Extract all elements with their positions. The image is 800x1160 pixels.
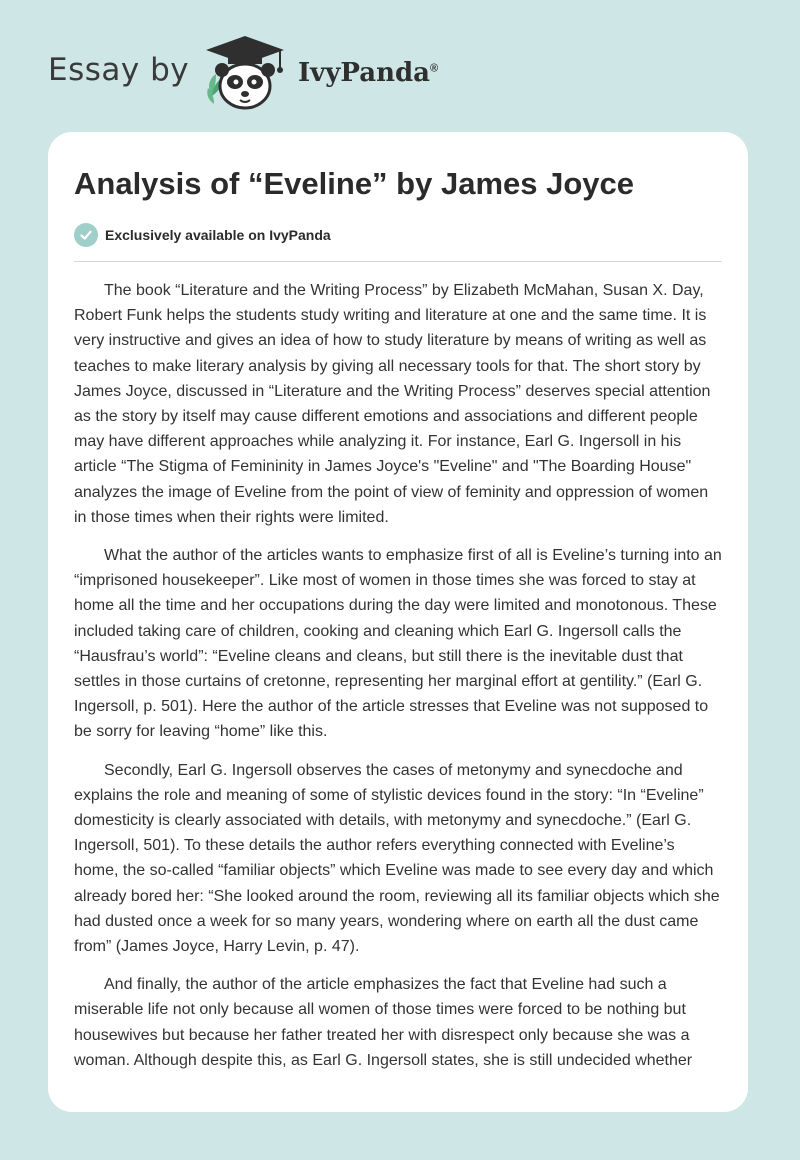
paragraph: What the author of the articles wants to emphasize first of all is Eveline’s turning into an “imprisoned housekeeper”. Like most of women in those times she was forced to stay at home all the time and her occupations during the day were limited and monotonous. These included taking care of children, cooking and cleaning which Earl G. Ingersoll calls the “Hausfrau’s world”: “Eveline cleans and cleans, but still there is the inevitable dust that settles in those curtains of cretonne, representing her marginal effort at gentility.” (Earl G. Ingersoll, p. 501). Here the author of the article stresses that Eveline was not supposed to be sorry for leaving “home” like this.: [74, 547, 722, 741]
article-body: [74, 278, 722, 1086]
exclusive-badge-label: Exclusively available on IvyPanda: [105, 227, 331, 243]
page-title: Analysis of “Eveline” by James Joyce: [74, 166, 634, 201]
essay-by-label: Essay by: [48, 52, 190, 88]
divider: [74, 261, 722, 262]
site-header: [48, 30, 548, 120]
exclusive-badge: [74, 222, 331, 248]
paragraph: The book “Literature and the Writing Process” by Elizabeth McMahan, Susan X. Day, Robert Funk helps the students study writing and literature at one and the same time. It is very instructive and gives an idea of how to study literature by means of writing as well as teaches to make literary analysis by giving all necessary tools for that. The short story by James Joyce, discussed in “Literature and the Writing Process” deserves special attention as the story by itself may cause different emotions and associations and different people may have different approaches while analyzing it. For instance, Earl G. Ingersoll in his article “The Stigma of Femininity in James Joyce's "Eveline" and "The Boarding House" analyzes the image of Eveline from the point of view of feminity and oppression of women in those times when their rights were limited.: [74, 282, 711, 526]
check-icon: [74, 223, 98, 247]
paragraph: Secondly, Earl G. Ingersoll observes the cases of metonymy and synecdoche and explains the role and meaning of some of stylistic devices found in the story: “In “Eveline” domesticity is clearly associated with details, with metonymy and synecdoche.” (Earl G. Ingersoll, 501). To these details the author refers everything connected with Eveline’s home, the so-called “familiar objects” which Eveline was made to see every day and which already bored her: “She looked around the room, reviewing all its familiar objects which she had dusted once a week for so many years, wondering where on earth all the dust came from” (James Joyce, Harry Levin, p. 47).: [74, 761, 720, 956]
panda-graduation-cap-icon: [202, 34, 288, 114]
brand-name-text: IvyPanda: [298, 58, 431, 88]
brand-name[interactable]: [298, 58, 438, 88]
registered-mark: ®: [430, 62, 439, 75]
paragraph: And finally, the author of the article emphasizes the fact that Eveline had such a miserable life not only because all women of those times were forced to be nothing but housewives but because her father treated her with disrespect only because she was a woman. Although despite this, as Earl G. Ingersoll states, she is still undecided whether: [74, 976, 693, 1069]
article-card: [48, 132, 748, 1112]
